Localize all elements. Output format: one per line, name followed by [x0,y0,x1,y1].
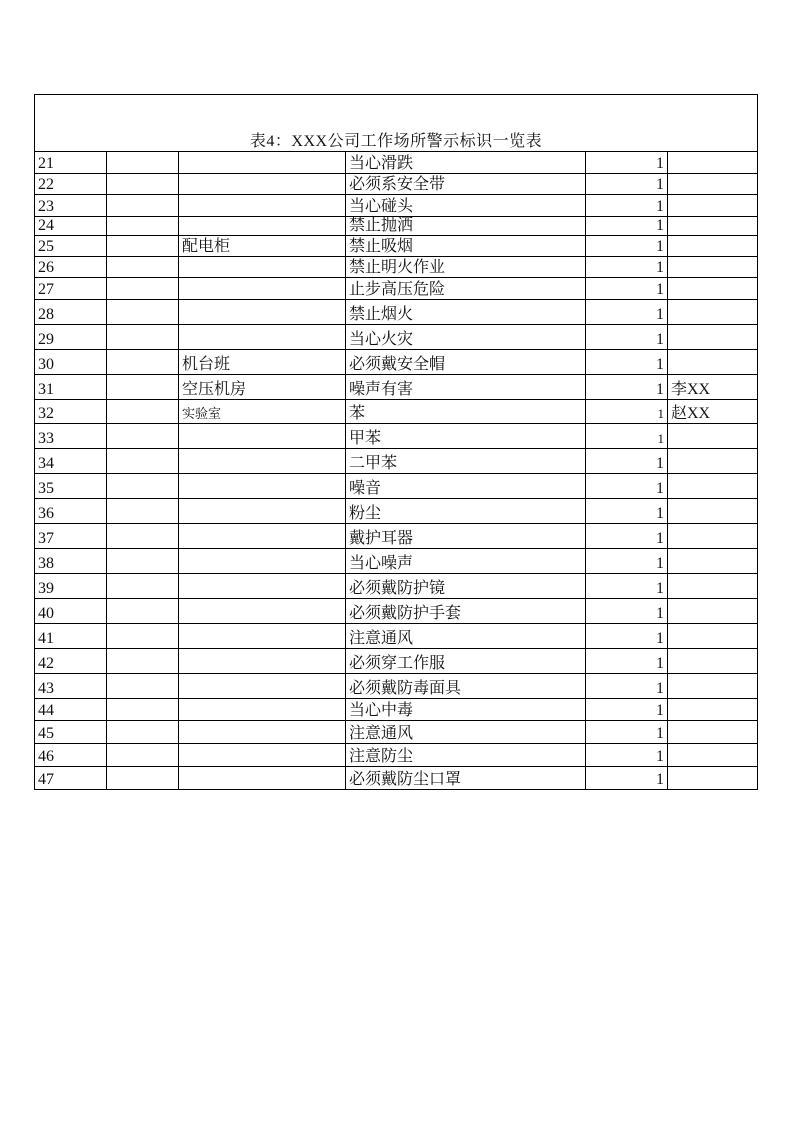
row-number-cell: 39 [35,574,107,599]
warning-sign-cell: 注意通风 [346,721,586,744]
quantity-cell: 1 [586,699,668,721]
row-number-cell: 35 [35,474,107,499]
row-number-cell: 21 [35,152,107,174]
blank-cell [107,674,179,699]
row-number-cell: 38 [35,549,107,574]
location-cell [179,217,346,236]
row-number-cell: 26 [35,257,107,278]
row-number-cell: 36 [35,499,107,524]
row-number-cell: 32 [35,400,107,424]
quantity-cell: 1 [586,674,668,699]
quantity-cell: 1 [586,174,668,195]
responsible-person-cell: 赵XX [668,400,758,424]
table-row [35,721,758,744]
warning-sign-cell: 禁止抛洒 [346,217,586,236]
responsible-person-cell [668,350,758,375]
location-cell [179,449,346,474]
location-cell [179,424,346,449]
quantity-cell: 1 [586,325,668,350]
row-number-cell: 22 [35,174,107,195]
warning-sign-cell: 必须戴防尘口罩 [346,767,586,790]
warning-sign-cell: 当心火灾 [346,325,586,350]
warning-sign-cell: 戴护耳器 [346,524,586,549]
row-number-cell: 24 [35,217,107,236]
location-cell [179,152,346,174]
warning-sign-cell: 粉尘 [346,499,586,524]
responsible-person-cell [668,152,758,174]
row-number-cell: 44 [35,699,107,721]
location-cell [179,674,346,699]
row-number-cell: 29 [35,325,107,350]
blank-cell [107,375,179,400]
responsible-person-cell [668,599,758,624]
blank-cell [107,524,179,549]
responsible-person-cell [668,236,758,257]
blank-cell [107,236,179,257]
warning-sign-cell: 噪音 [346,474,586,499]
responsible-person-cell [668,449,758,474]
location-cell [179,195,346,217]
quantity-cell: 1 [586,195,668,217]
location-cell [179,325,346,350]
responsible-person-cell [668,257,758,278]
location-cell: 机台班 [179,350,346,375]
location-cell [179,257,346,278]
blank-cell [107,325,179,350]
blank-cell [107,474,179,499]
quantity-cell: 1 [586,599,668,624]
table-row [35,499,758,524]
location-cell [179,744,346,767]
warning-sign-cell: 当心噪声 [346,549,586,574]
quantity-cell: 1 [586,257,668,278]
location-cell [179,574,346,599]
blank-cell [107,195,179,217]
quantity-cell: 1 [586,649,668,674]
responsible-person-cell [668,300,758,325]
location-cell [179,300,346,325]
row-number-cell: 25 [35,236,107,257]
table-row [35,474,758,499]
blank-cell [107,217,179,236]
row-number-cell: 47 [35,767,107,790]
row-number-cell: 33 [35,424,107,449]
responsible-person-cell [668,549,758,574]
warning-sign-cell: 必须戴防护手套 [346,599,586,624]
blank-cell [107,699,179,721]
row-number-cell: 28 [35,300,107,325]
quantity-cell: 1 [586,744,668,767]
table-row [35,236,758,257]
quantity-cell: 1 [586,721,668,744]
table-row [35,649,758,674]
blank-cell [107,449,179,474]
blank-cell [107,152,179,174]
blank-cell [107,300,179,325]
location-cell [179,549,346,574]
responsible-person-cell [668,474,758,499]
quantity-cell: 1 [586,524,668,549]
blank-cell [107,649,179,674]
warning-sign-cell: 必须戴防护镜 [346,574,586,599]
quantity-cell: 1 [586,424,668,449]
blank-cell [107,278,179,300]
quantity-cell: 1 [586,499,668,524]
blank-cell [107,350,179,375]
location-cell: 空压机房 [179,375,346,400]
table-row [35,257,758,278]
quantity-cell: 1 [586,152,668,174]
responsible-person-cell [668,767,758,790]
location-cell: 配电柜 [179,236,346,257]
blank-cell [107,257,179,278]
location-cell [179,699,346,721]
table-row [35,152,758,174]
blank-cell [107,424,179,449]
table-row [35,767,758,790]
quantity-cell: 1 [586,217,668,236]
row-number-cell: 31 [35,375,107,400]
row-number-cell: 27 [35,278,107,300]
responsible-person-cell [668,574,758,599]
table-row [35,599,758,624]
responsible-person-cell [668,674,758,699]
quantity-cell: 1 [586,350,668,375]
quantity-cell: 1 [586,236,668,257]
location-cell [179,474,346,499]
warning-sign-cell: 二甲苯 [346,449,586,474]
responsible-person-cell [668,699,758,721]
responsible-person-cell [668,744,758,767]
table-row [35,574,758,599]
blank-cell [107,574,179,599]
location-cell [179,278,346,300]
row-number-cell: 30 [35,350,107,375]
quantity-cell: 1 [586,624,668,649]
location-cell: 实验室 [179,400,346,424]
warning-sign-cell: 禁止吸烟 [346,236,586,257]
location-cell [179,174,346,195]
row-number-cell: 43 [35,674,107,699]
responsible-person-cell [668,325,758,350]
row-number-cell: 23 [35,195,107,217]
table-row [35,624,758,649]
title-row [35,95,758,152]
row-number-cell: 34 [35,449,107,474]
table-row [35,375,758,400]
responsible-person-cell [668,278,758,300]
responsible-person-cell [668,499,758,524]
quantity-cell: 1 [586,474,668,499]
warning-sign-cell: 噪声有害 [346,375,586,400]
warning-sign-cell: 禁止烟火 [346,300,586,325]
warning-sign-cell: 必须戴防毒面具 [346,674,586,699]
location-cell [179,767,346,790]
row-number-cell: 40 [35,599,107,624]
table-row [35,699,758,721]
table-row [35,549,758,574]
location-cell [179,624,346,649]
table-row [35,524,758,549]
quantity-cell: 1 [586,449,668,474]
warning-sign-cell: 注意防尘 [346,744,586,767]
location-cell [179,524,346,549]
blank-cell [107,744,179,767]
blank-cell [107,400,179,424]
row-number-cell: 41 [35,624,107,649]
responsible-person-cell [668,174,758,195]
warning-sign-cell: 当心中毒 [346,699,586,721]
table-row [35,744,758,767]
responsible-person-cell [668,195,758,217]
location-cell [179,721,346,744]
location-cell [179,499,346,524]
table-title: 表4：XXX公司工作场所警示标识一览表 [35,95,758,152]
warning-sign-cell: 当心滑跌 [346,152,586,174]
quantity-cell: 1 [586,767,668,790]
warning-sign-cell: 苯 [346,400,586,424]
table-row [35,449,758,474]
responsible-person-cell [668,524,758,549]
blank-cell [107,767,179,790]
table-row [35,174,758,195]
row-number-cell: 42 [35,649,107,674]
table-row [35,350,758,375]
table-row [35,674,758,699]
warning-sign-cell: 当心碰头 [346,195,586,217]
row-number-cell: 45 [35,721,107,744]
responsible-person-cell: 李XX [668,375,758,400]
table-row [35,424,758,449]
quantity-cell: 1 [586,574,668,599]
warning-sign-cell: 必须戴安全帽 [346,350,586,375]
table-row [35,300,758,325]
location-cell [179,649,346,674]
responsible-person-cell [668,721,758,744]
blank-cell [107,721,179,744]
table-row [35,278,758,300]
blank-cell [107,499,179,524]
row-number-cell: 37 [35,524,107,549]
blank-cell [107,549,179,574]
responsible-person-cell [668,624,758,649]
warning-signs-table [34,94,758,790]
table-row [35,195,758,217]
responsible-person-cell [668,217,758,236]
warning-sign-cell: 必须系安全带 [346,174,586,195]
blank-cell [107,599,179,624]
quantity-cell: 1 [586,400,668,424]
quantity-cell: 1 [586,375,668,400]
row-number-cell: 46 [35,744,107,767]
table-row [35,325,758,350]
quantity-cell: 1 [586,278,668,300]
table-row [35,400,758,424]
responsible-person-cell [668,649,758,674]
warning-sign-cell: 禁止明火作业 [346,257,586,278]
quantity-cell: 1 [586,300,668,325]
warning-sign-cell: 甲苯 [346,424,586,449]
table-row [35,217,758,236]
responsible-person-cell [668,424,758,449]
blank-cell [107,624,179,649]
location-cell [179,599,346,624]
warning-sign-cell: 止步高压危险 [346,278,586,300]
warning-sign-cell: 注意通风 [346,624,586,649]
quantity-cell: 1 [586,549,668,574]
warning-sign-cell: 必须穿工作服 [346,649,586,674]
blank-cell [107,174,179,195]
